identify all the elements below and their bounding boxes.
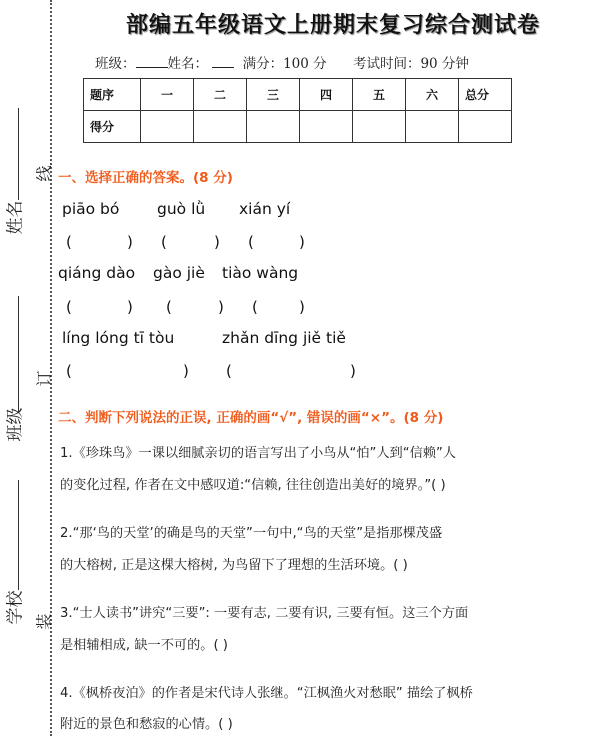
column-4: 四 [300, 79, 353, 111]
score-cell-2[interactable] [194, 111, 247, 143]
pinyin-item: guò lǜ [157, 200, 206, 218]
answer-paren-open[interactable]: ( [166, 298, 172, 316]
section1-heading: 一、选择正确的答案。(8 分) [58, 170, 233, 186]
header-label: 题序 [84, 79, 141, 111]
score-table-score-row [84, 111, 512, 143]
column-6: 六 [406, 79, 459, 111]
class-underline [18, 296, 19, 412]
answer-paren-open[interactable]: ( [66, 298, 72, 316]
exam-info-line [95, 52, 469, 72]
question-2-line-1: 2.“那‘鸟的天堂’的确是鸟的天堂”一句中,“鸟的天堂”是指那棵茂盛 [60, 526, 443, 541]
answer-paren-open[interactable]: ( [161, 233, 167, 251]
score-cell-1[interactable] [141, 111, 194, 143]
score-cell-4[interactable] [300, 111, 353, 143]
column-total: 总分 [459, 79, 512, 111]
binding-word-bind: 订 [34, 370, 54, 387]
margin-class-label: 班级 [5, 407, 26, 442]
column-5: 五 [353, 79, 406, 111]
score-cell-3[interactable] [247, 111, 300, 143]
pinyin-item: líng lóng tī tòu [62, 329, 175, 347]
question-3-line-2: 是相辅相成, 缺一不可的。( ) [60, 638, 228, 653]
score-cell-5[interactable] [353, 111, 406, 143]
exam-time: 考试时间：90 分钟 [352, 56, 469, 72]
class-blank[interactable] [136, 55, 168, 68]
binding-word-line: 线 [34, 165, 54, 182]
full-score: 满分：100 分 [242, 56, 327, 72]
question-1-line-2: 的变化过程, 作者在文中感叹道:“信赖, 往往创造出美好的境界。”( ) [60, 478, 446, 493]
school-underline [18, 480, 19, 590]
question-2-line-2: 的大榕树, 正是这棵大榕树, 为鸟留下了理想的生活环境。( ) [60, 558, 408, 573]
question-4-line-2: 附近的景色和愁寂的心情。( ) [60, 717, 233, 732]
answer-paren-close: ) [183, 362, 189, 380]
question-4-line-1: 4.《枫桥夜泊》的作者是宋代诗人张继。“江枫渔火对愁眠” 描绘了枫桥 [60, 686, 473, 701]
pinyin-item: qiáng dào [58, 264, 136, 282]
class-label: 班级： [95, 56, 136, 72]
answer-paren-open[interactable]: ( [252, 298, 258, 316]
score-table [83, 78, 512, 143]
answer-paren-open[interactable]: ( [226, 362, 232, 380]
column-3: 三 [247, 79, 300, 111]
answer-paren-close: ) [299, 233, 305, 251]
name-underline [18, 108, 19, 200]
pinyin-item: zhǎn dīng jiě tiě [222, 329, 346, 347]
score-cell-6[interactable] [406, 111, 459, 143]
answer-paren-open[interactable]: ( [66, 362, 72, 380]
score-row-label: 得分 [84, 111, 141, 143]
binding-word-mount: 装 [34, 613, 54, 630]
answer-paren-close: ) [218, 298, 224, 316]
answer-paren-close: ) [350, 362, 356, 380]
section2-heading: 二、判断下列说法的正误, 正确的画“√”, 错误的画“×”。(8 分) [58, 410, 444, 426]
score-cell-total[interactable] [459, 111, 512, 143]
column-1: 一 [141, 79, 194, 111]
margin-school-label: 学校 [5, 590, 26, 625]
name-label: 姓名： [167, 56, 208, 72]
pinyin-item: xián yí [239, 200, 291, 218]
page-title: 部编五年级语文上册期末复习综合测试卷 [125, 13, 540, 38]
answer-paren-open[interactable]: ( [248, 233, 254, 251]
margin-name-label: 姓名 [5, 200, 26, 235]
answer-paren-close: ) [214, 233, 220, 251]
question-3-line-1: 3.“士人读书”讲究“三要”: 一要有志, 二要有识, 三要有恒。这三个方面 [60, 606, 469, 621]
name-blank[interactable] [212, 55, 234, 68]
answer-paren-close: ) [127, 233, 133, 251]
answer-paren-close: ) [127, 298, 133, 316]
answer-paren-open[interactable]: ( [66, 233, 72, 251]
pinyin-item: tiào wàng [222, 264, 299, 282]
column-2: 二 [194, 79, 247, 111]
pinyin-item: gào jiè [153, 264, 205, 282]
score-table-header-row [84, 79, 512, 111]
answer-paren-close: ) [299, 298, 305, 316]
pinyin-item: piāo bó [62, 200, 120, 218]
question-1-line-1: 1.《珍珠鸟》一课以细腻亲切的语言写出了小鸟从“怕”人到“信赖”人 [60, 446, 456, 461]
